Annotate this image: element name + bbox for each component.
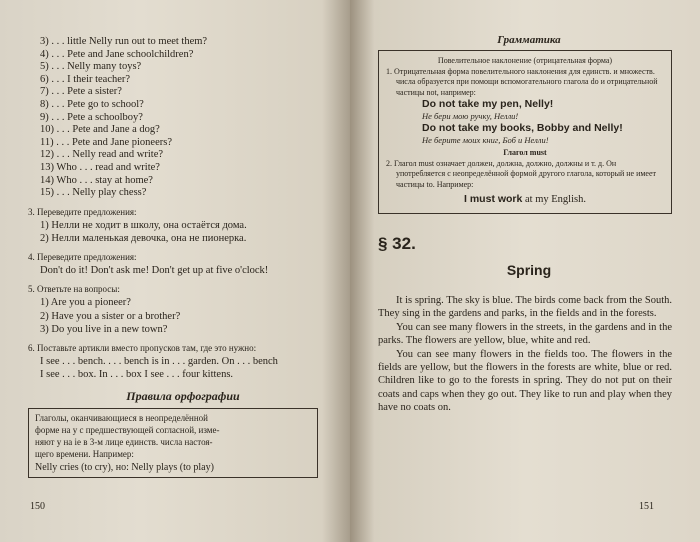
- rule-line: щего времени. Например:: [35, 449, 134, 460]
- rule-line: няют y на ie в 3-м лице единств. числа настоя-: [35, 437, 213, 448]
- exercise-heading: 6. Поставьте артикли вместо пропусков там, где это нужно:: [28, 342, 257, 353]
- exercise-heading: 4. Переведите предложения:: [28, 252, 137, 263]
- rule-text: 1. Отрицательная форма повелительного наклонения для единств. и множеств. числа образуется при помощи вспомогательного глагола do и отрицательной частицы not, например:: [386, 66, 658, 97]
- list-item: 13) Who . . . read and write?: [40, 161, 160, 173]
- rule-example: Nelly cries (to cry), но: Nelly plays (to play): [35, 462, 214, 474]
- list-item: 1) Are you a pioneer?: [40, 297, 131, 309]
- example-russian: Не бери мою ручку, Нелли!: [422, 111, 519, 121]
- list-item: 1) Нелли не ходит в школу, она остаётся дома.: [40, 219, 247, 231]
- exercise-4: [28, 251, 338, 277]
- list-item: 10) . . . Pete and Jane a dog?: [40, 124, 160, 136]
- example-russian: Не берите моих книг, Боб и Нелли!: [422, 135, 549, 145]
- example-rest: at my English.: [522, 194, 586, 205]
- reading-text: [378, 294, 680, 415]
- example-english: Do not take my books, Bobby and Nelly!: [422, 122, 623, 134]
- orthography-rule-box: [28, 408, 318, 478]
- list-item: 3) . . . little Nelly run out to meet them?: [40, 36, 208, 47]
- grammar-rule-box: [378, 50, 672, 214]
- list-item: 3) Do you live in a new town?: [40, 323, 168, 335]
- rule-line: Глаголы, оканчивающиеся в неопределённой: [35, 413, 208, 424]
- rule-text: 2. Глагол must означает должен, должна, должно, должны и т. д. Он употребляется с неопределённой формой другого глагола, который не имеет частицы to. Например:: [386, 158, 657, 189]
- page-number: 150: [30, 501, 45, 512]
- paragraph: It is spring. The sky is blue. The birds come back from the South. They sing in the gardens and parks, in the fields and in the forests.: [378, 295, 672, 320]
- exercise-question-list: [40, 36, 338, 200]
- section-number: § 32.: [378, 234, 416, 253]
- exercise-heading: 5. Ответьте на вопросы:: [28, 284, 120, 295]
- list-item: Don't do it! Don't ask me! Don't get up at five o'clock!: [40, 265, 269, 277]
- example-english: Do not take my pen, Nelly!: [422, 98, 554, 110]
- grammar-heading: Грамматика: [497, 34, 561, 46]
- exercise-3: [28, 206, 338, 245]
- paragraph: You can see many flowers in the fields too. The flowers in the fields are yellow, but the flowers in the forests are white, blue or red. Children like to go to the forests in spring. They do not put on their coats and caps when they go out. They like to run and play when they have no coats on.: [378, 348, 672, 414]
- example-english: [386, 192, 664, 207]
- rule-subheading: Повелительное наклонение (отрицательная форма): [437, 56, 613, 65]
- list-item: 2) Have you a sister or a brother?: [40, 310, 181, 322]
- exercise-5: [28, 283, 338, 336]
- exercise-heading: 3. Переведите предложения:: [28, 206, 137, 217]
- orthography-heading: Правила орфографии: [126, 389, 240, 404]
- list-item: 5) . . . Nelly many toys?: [40, 61, 142, 73]
- page-number: 151: [639, 501, 654, 512]
- list-item: 9) . . . Pete a schoolboy?: [40, 111, 143, 123]
- exercise-6: [28, 342, 338, 381]
- list-item: I see . . . box. In . . . box I see . . . four kittens.: [40, 369, 234, 381]
- list-item: 15) . . . Nelly play chess?: [40, 187, 147, 199]
- list-item: 4) . . . Pete and Jane schoolchildren?: [40, 48, 194, 60]
- list-item: 7) . . . Pete a sister?: [40, 86, 122, 98]
- rule-subheading: Глагол must: [503, 148, 547, 157]
- list-item: 11) . . . Pete and Jane pioneers?: [40, 136, 172, 148]
- text-title: Spring: [506, 262, 552, 278]
- list-item: I see . . . bench. . . . bench is in . . . garden. On . . . bench: [40, 355, 278, 367]
- paragraph: You can see many flowers in the streets, in the gardens and in the parks. The flowers are yellow, blue, white and red.: [378, 321, 672, 347]
- list-item: 2) Нелли маленькая девочка, она не пионерка.: [40, 232, 247, 244]
- list-item: 6) . . . I their teacher?: [40, 73, 131, 85]
- list-item: 14) Who . . . stay at home?: [40, 174, 153, 186]
- list-item: 8) . . . Pete go to school?: [40, 98, 144, 110]
- rule-line: форме на y с предшествующей согласной, изме-: [35, 425, 220, 436]
- right-page: [350, 0, 700, 542]
- list-item: 12) . . . Nelly read and write?: [40, 149, 164, 161]
- example-bold: I must work: [464, 193, 523, 205]
